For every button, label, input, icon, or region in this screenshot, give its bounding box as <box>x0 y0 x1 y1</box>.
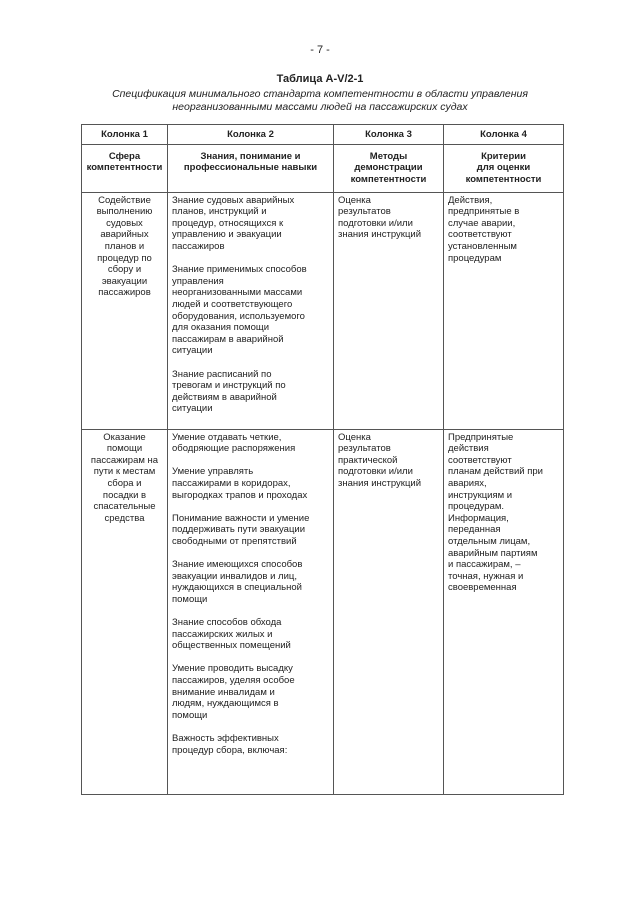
knowledge-cell <box>168 192 334 429</box>
knowledge-item: Знание судовых аварийных планов, инструкций и процедур, относящихся к управлению и эвакуации пассажиров <box>172 194 295 252</box>
table-row <box>82 429 564 794</box>
column-label-1: Колонка 1 <box>82 125 168 145</box>
header-knowledge: Знания, понимание и профессиональные навыки <box>168 144 334 192</box>
criteria-cell: Предпринятые действия соответствуют планам действий при авариях, инструкциям и процедурам. Информация, переданная отдельным лицам, аварийным партиям и пассажирам, – точная, нужная и своевременная <box>444 429 564 794</box>
competence-cell: Содействие выполнению судовых аварийных планов и процедур по сбору и эвакуации пассажиров <box>82 192 168 429</box>
page-number: - 7 - <box>310 44 330 56</box>
knowledge-cell <box>168 429 334 794</box>
table-title: Таблица А-V/2-1 <box>276 73 364 85</box>
knowledge-item: Знание расписаний по тревогам и инструкций по действиям в аварийной ситуации <box>172 368 286 415</box>
header-criteria: Критерии для оценки компетентности <box>444 144 564 192</box>
table-subtitle: Спецификация минимального стандарта компетентности в области управления неорганизованными массами людей на пассажирских судах <box>112 88 528 113</box>
knowledge-item: Умение отдавать четкие, ободряющие распоряжения <box>172 431 296 455</box>
criteria-cell: Действия, предпринятые в случае аварии, соответствуют установленным процедурам <box>444 192 564 429</box>
knowledge-item: Важность эффективных процедур сбора, включая: <box>172 733 288 756</box>
knowledge-item: Знание способов обхода пассажирских жилых и общественных помещений <box>172 617 291 652</box>
competence-table <box>81 124 564 795</box>
methods-cell: Оценка результатов практической подготовки и/или знания инструкций <box>334 429 444 794</box>
knowledge-item: Знание применимых способов управления неорганизованными массами людей и соответствующего оборудования, используемого для оказания помощи пассажирам в аварийной ситуации <box>172 264 307 357</box>
table-row <box>82 192 564 429</box>
column-number-row <box>82 125 564 145</box>
column-label-3: Колонка 3 <box>334 125 444 145</box>
knowledge-item: Знание имеющихся способов эвакуации инвалидов и лиц, нуждающихся в специальной помощи <box>172 559 303 605</box>
knowledge-item: Понимание важности и умение поддерживать пути эвакуации свободными от препятствий <box>172 512 310 547</box>
methods-cell: Оценка результатов подготовки и/или знания инструкций <box>334 192 444 429</box>
knowledge-item: Умение управлять пассажирами в коридорах, выгородках трапов и проходах <box>172 466 308 501</box>
knowledge-item: Умение проводить высадку пассажиров, уделяя особое внимание инвалидам и людям, нуждающимся в помощи <box>172 663 295 721</box>
column-label-4: Колонка 4 <box>444 125 564 145</box>
header-competence: Сфера компетентности <box>82 144 168 192</box>
header-row <box>82 144 564 192</box>
column-label-2: Колонка 2 <box>168 125 334 145</box>
competence-cell: Оказание помощи пассажирам на пути к местам сбора и посадки в спасательные средства <box>82 429 168 794</box>
header-methods: Методы демонстрации компетентности <box>334 144 444 192</box>
